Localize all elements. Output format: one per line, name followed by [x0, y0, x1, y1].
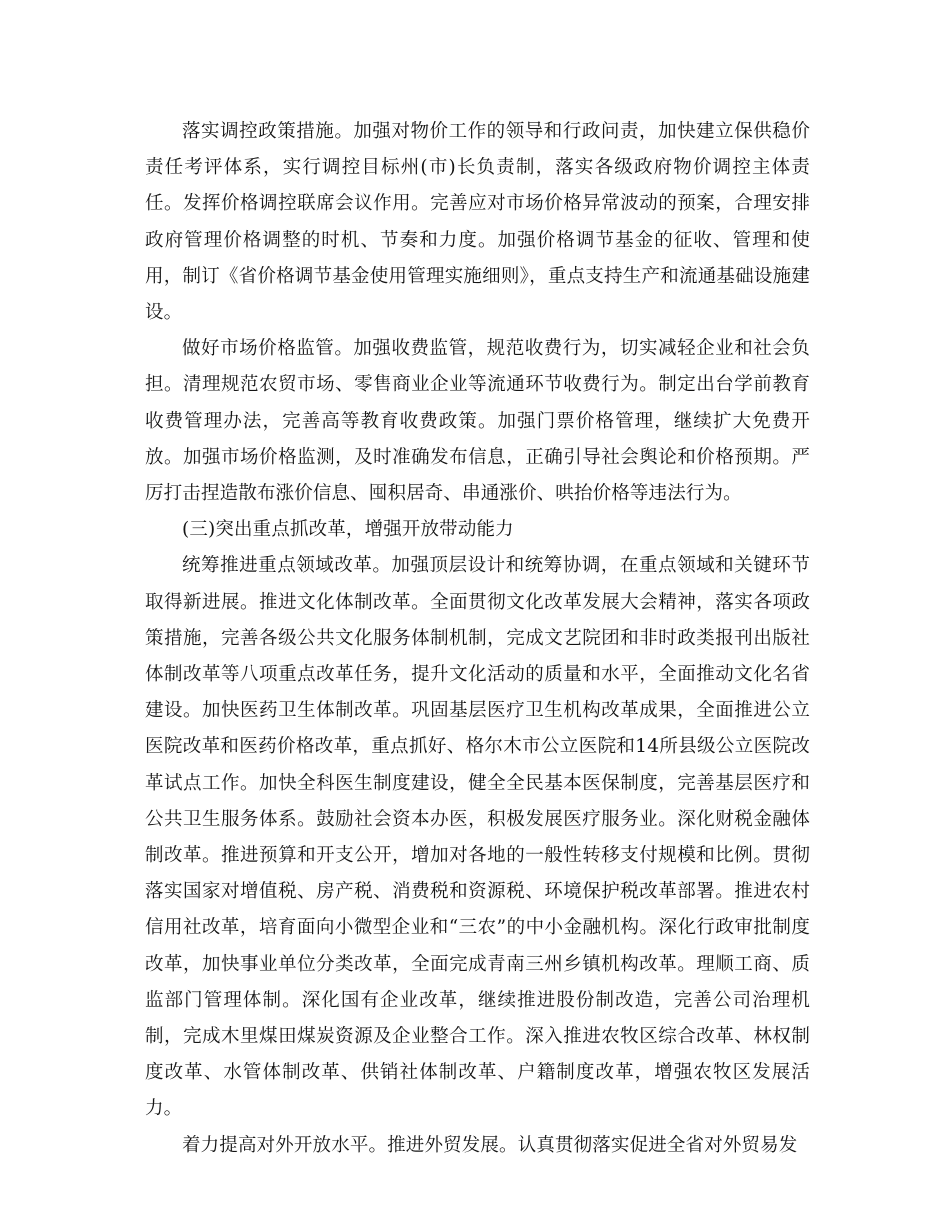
paragraph-opening-up: 着力提高对外开放水平。推进外贸发展。认真贯彻落实促进全省对外贸易发 — [182, 1134, 798, 1156]
section-heading: (三)突出重点抓改革，增强开放带动能力 — [182, 519, 514, 541]
paragraph-price-control-measures: 落实调控政策措施。加强对物价工作的领导和行政问责，加快建立保供稳价责任考评体系，实行调控目标州(市)长负责制，落实各级政府物价调控主体责任。发挥价格调控联席会议作用。完善应对市场价格异常波动的预案，合理安排政府管理价格调整的时机、节奏和力度。加强价格调节基金的征收、管理和使用，制订《省价格调节基金使用管理实施细则》，重点支持生产和流通基础设施建设。 — [145, 121, 810, 324]
paragraph-key-area-reform: 统筹推进重点领域改革。加强顶层设计和统筹协调，在重点领域和关键环节取得新进展。推进文化体制改革。全面贯彻文化改革发展大会精神，落实各项政策措施，完善各级公共文化服务体制机制，完成文艺院团和非时政类报刊出版社体制改革等八项重点改革任务，提升文化活动的质量和水平，全面推动文化名省建设。加快医药卫生体制改革。巩固基层医疗卫生机构改革成果，全面推进公立医院改革和医药价格改革，重点抓好、格尔木市公立医院和14所县级公立医院改革试点工作。加快全科医生制度建设，健全全民基本医保制度，完善基层医疗和公共卫生服务体系。鼓励社会资本办医，积极发展医疗服务业。深化财税金融体制改革。推进预算和开支公开，增加对各地的一般性转移支付规模和比例。贯彻落实国家对增值税、房产税、消费税和资源税、环境保护税改革部署。推进农村信用社改革，培育面向小微型企业和“三农”的中小金融机构。深化行政审批制度改革，加快事业单位分类改革，全面完成青南三州乡镇机构改革。理顺工商、质监部门管理体制。深化国有企业改革，继续推进股份制改造，完善公司治理机制，完成木里煤田煤炭资源及企业整合工作。深入推进农牧区综合改革、林权制度改革、水管体制改革、供销社体制改革、户籍制度改革，增强农牧区发展活力。 — [145, 555, 810, 1120]
paragraph-market-price-supervision: 做好市场价格监管。加强收费监管，规范收费行为，切实减轻企业和社会负担。清理规范农贸市场、零售商业企业等流通环节收费行为。制定出台学前教育收费管理办法，完善高等教育收费政策。加强门票价格管理，继续扩大免费开放。加强市场价格监测，及时准确发布信息，正确引导社会舆论和价格预期。严厉打击捏造散布涨价信息、囤积居奇、串通涨价、哄抬价格等违法行为。 — [145, 338, 810, 505]
document-body — [145, 114, 810, 1164]
